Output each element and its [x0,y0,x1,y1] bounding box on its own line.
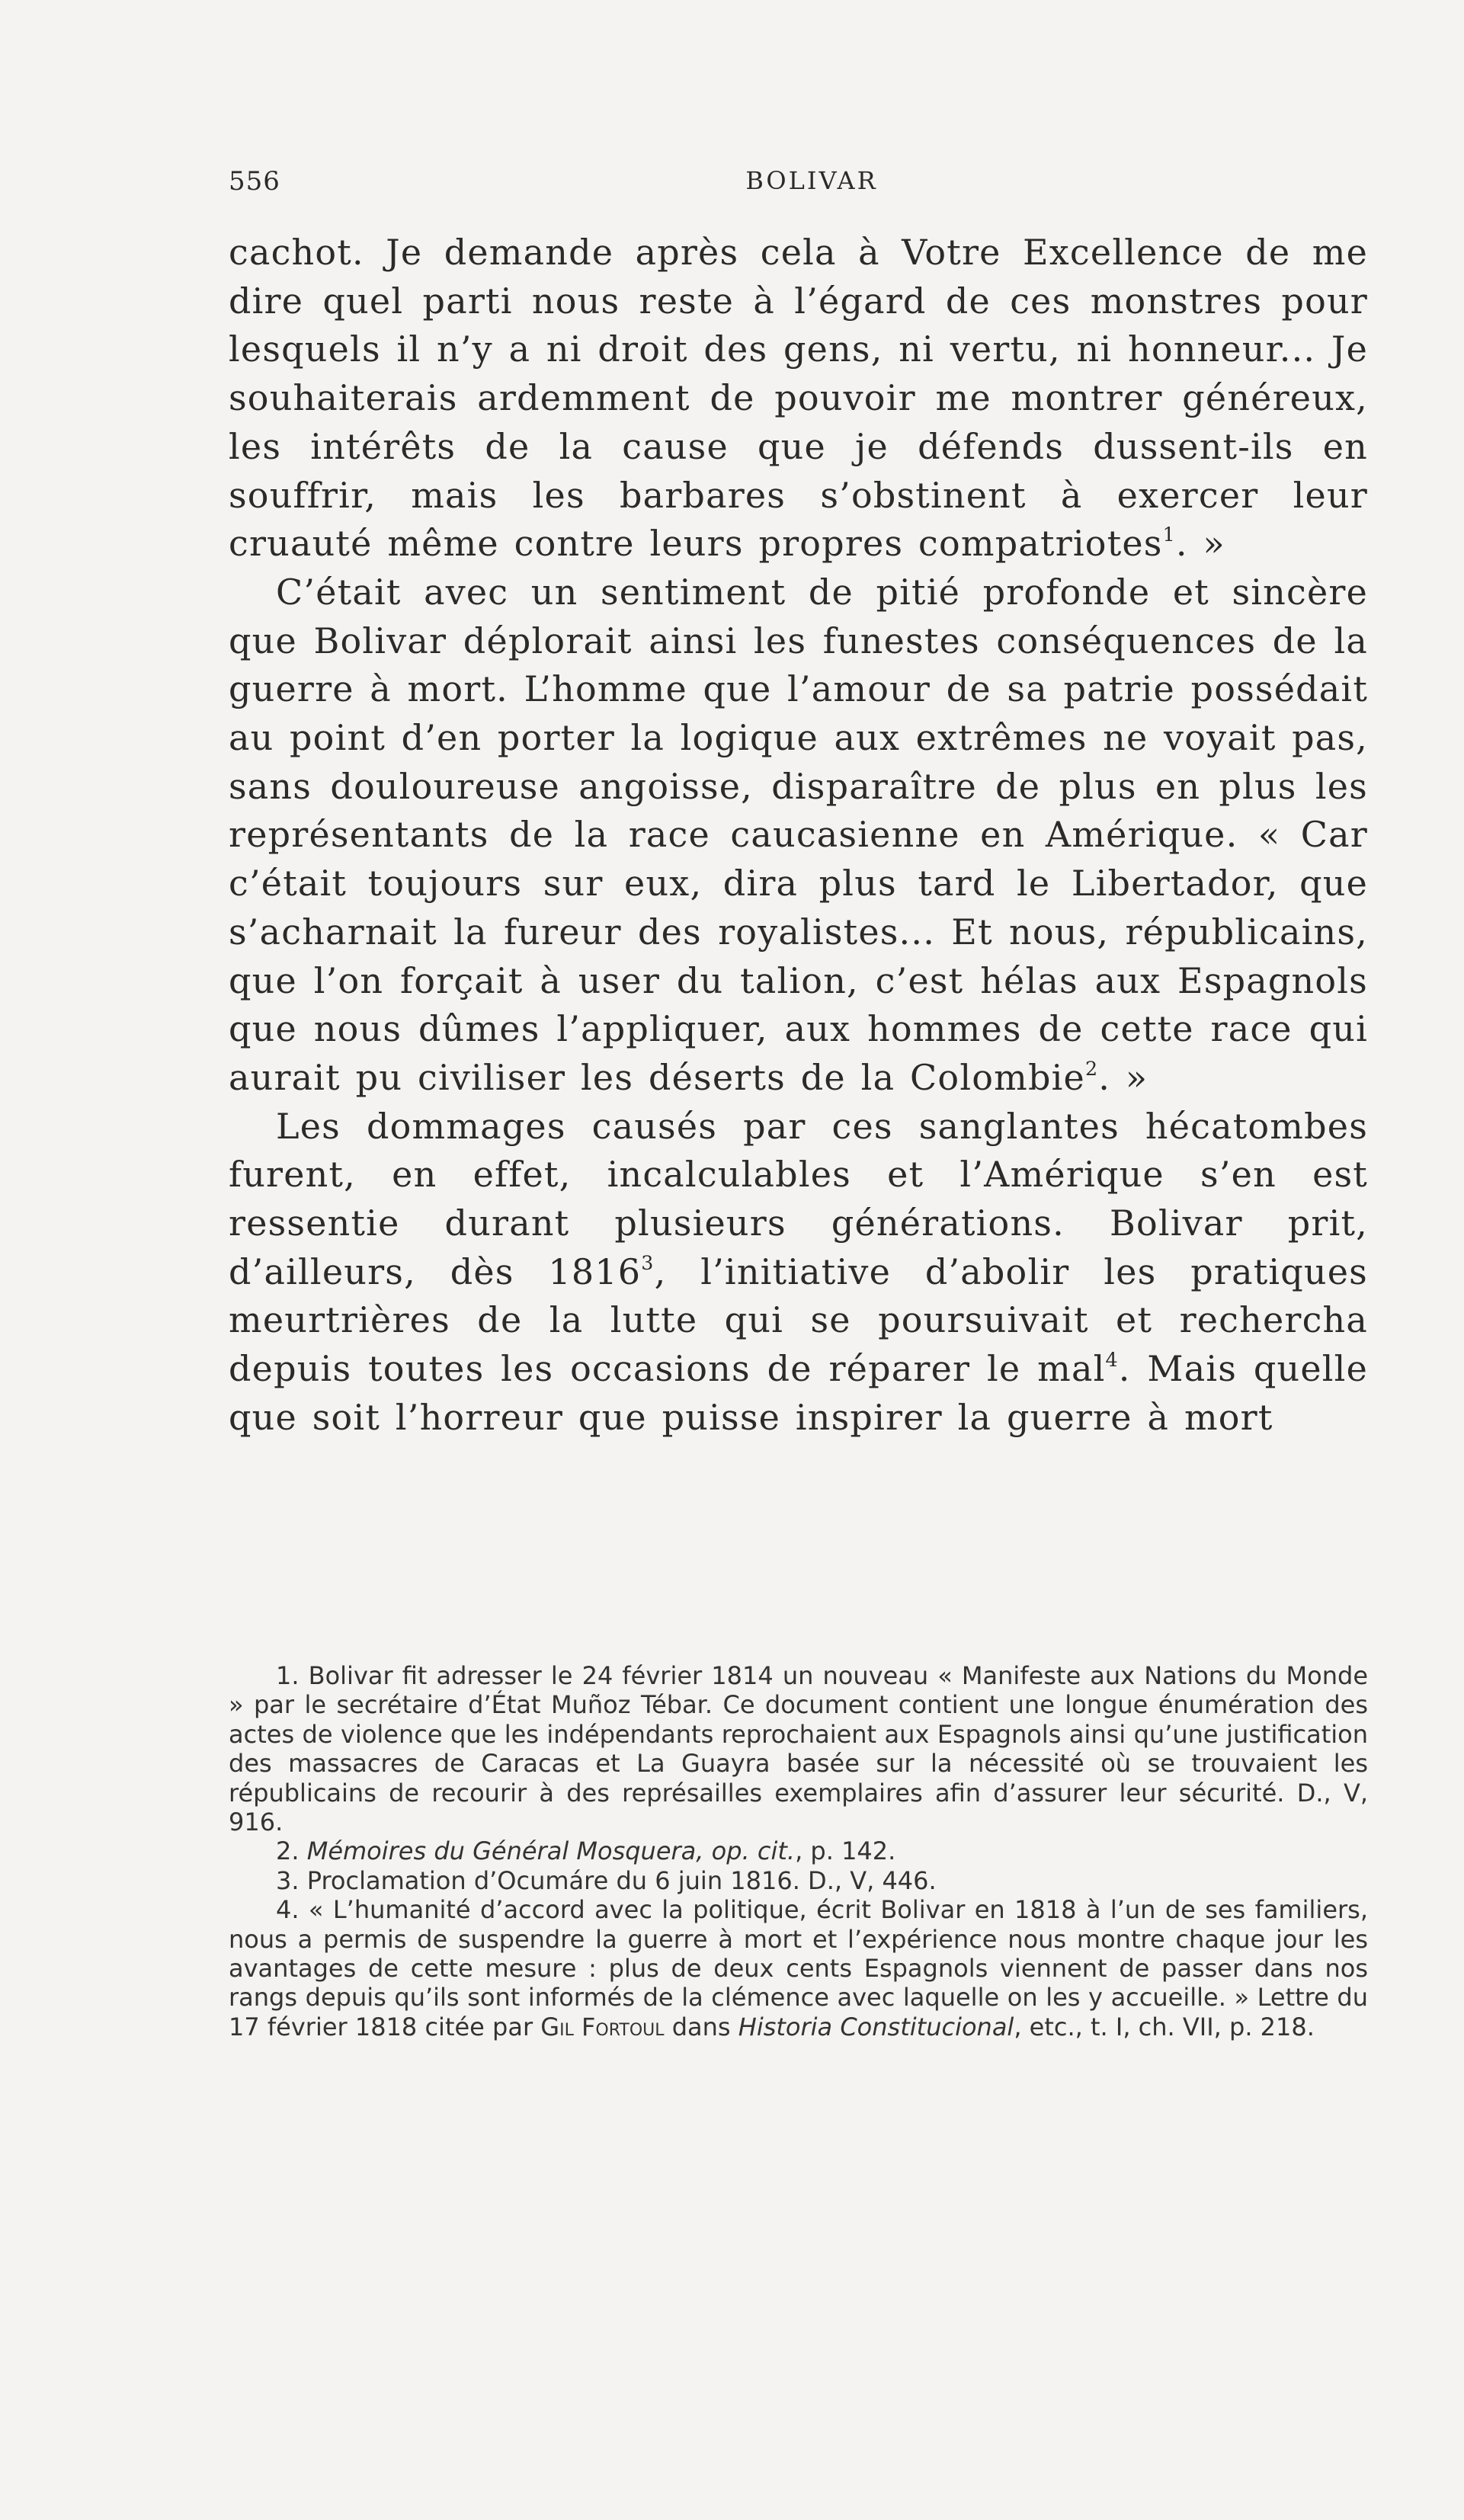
paragraph-2-tail: . » [1098,1056,1148,1098]
footnote-4 [229,1895,1368,2041]
footnote-4-author: Gil Fortoul [540,2012,665,2041]
page-header [229,166,1395,204]
paragraph-1 [229,229,1368,568]
paragraph-3-text-c: . Mais quelle que soit l’horreur que puisse inspirer la guerre à mort [229,1348,1368,1438]
paragraph-3-text-b: , l’initiative d’abolir les pratiques meurtrières de la lutte qui se poursuivait et rechercha depuis toutes les occasions de réparer le mal [229,1250,1368,1390]
footnotes [229,1661,1368,2041]
footnote-ref-1: 1 [1162,524,1176,546]
main-text [229,229,1368,1443]
footnote-4-text-a: 4. « L’humanité d’accord avec la politique, écrit Bolivar en 1818 à l’un de ses familiers, nous a permis de suspendre la guerre à mort et l’expérience nous montre chaque jour les avantages de cette mesure : plus de deux cents Espagnols viennent de passer dans nos rangs depuis qu’ils sont informés de la clémence avec laquelle on les y accueille. » Lettre du 17 février 1818 citée par [229,1895,1368,2041]
paragraph-1-tail: . » [1175,523,1225,565]
footnote-ref-4: 4 [1105,1349,1119,1372]
footnote-2-number: 2. [276,1836,300,1866]
paragraph-3 [229,1103,1368,1443]
footnote-ref-2: 2 [1084,1057,1099,1080]
footnote-4-text-c: , etc., t. I, ch. VII, p. 218. [1014,2012,1315,2041]
paragraph-2 [229,568,1368,1103]
footnote-4-title: Historia Constitucional [738,2012,1014,2041]
paragraph-2-text: C’était avec un sentiment de pitié profonde et sincère que Bolivar déplorait ainsi les funestes conséquences de la guerre à mort. L’homme que l’amour de sa patrie possédait au point d’en porter la logique aux extrêmes ne voyait pas, sans douloureuse angoisse, disparaître de plus en plus les représentants de la race caucasienne en Amérique. « Car c’était toujours sur eux, dira plus tard le Libertador, que s’acharnait la fureur des royalistes... Et nous, républicains, que l’on forçait à user du talion, c’est hélas aux Espagnols que nous dûmes l’appliquer, aux hommes de cette race qui aurait pu civiliser les déserts de la Colombie [229,571,1368,1098]
paragraph-1-text: cachot. Je demande après cela à Votre Excellence de me dire quel parti nous reste à l’égard de ces monstres pour lesquels il n’y a ni droit des gens, ni vertu, ni honneur... Je souhaiterais ardemment de pouvoir me montrer généreux, les intérêts de la cause que je défends dussent-ils en souffrir, mais les barbares s’obstinent à exercer leur cruauté même contre leurs propres compatriotes [229,232,1368,565]
footnote-2 [229,1836,1368,1865]
footnote-ref-3: 3 [641,1251,655,1274]
running-title: BOLIVAR [745,166,878,195]
footnote-2-rest: , p. 142. [795,1836,896,1866]
footnote-2-title: Mémoires du Général Mosquera, op. cit. [306,1836,796,1866]
footnote-3: 3. Proclamation d’Ocumáre du 6 juin 1816. D., V, 446. [276,1865,937,1895]
footnote-1: 1. Bolivar fit adresser le 24 février 1814 un nouveau « Manifeste aux Nations du Monde » par le secrétaire d’État Muñoz Tébar. Ce document contient une longue énumération des actes de violence que les indépendants reprochaient aux Espagnols ainsi qu’une justification des massacres de Caracas et La Guayra basée sur la nécessité où se trouvaient les républicains de recourir à des représailles exemplaires afin d’assurer leur sécurité. D., V, 916. [229,1661,1368,1837]
page-number: 556 [229,166,280,197]
footnote-4-text-b: dans [664,2012,738,2041]
paragraph-3-text-a: Les dommages causés par ces sanglantes hécatombes furent, en effet, incalculables et l’Amérique s’en est ressentie durant plusieurs générations. Bolivar prit, d’ailleurs, dès 1816 [229,1105,1368,1292]
